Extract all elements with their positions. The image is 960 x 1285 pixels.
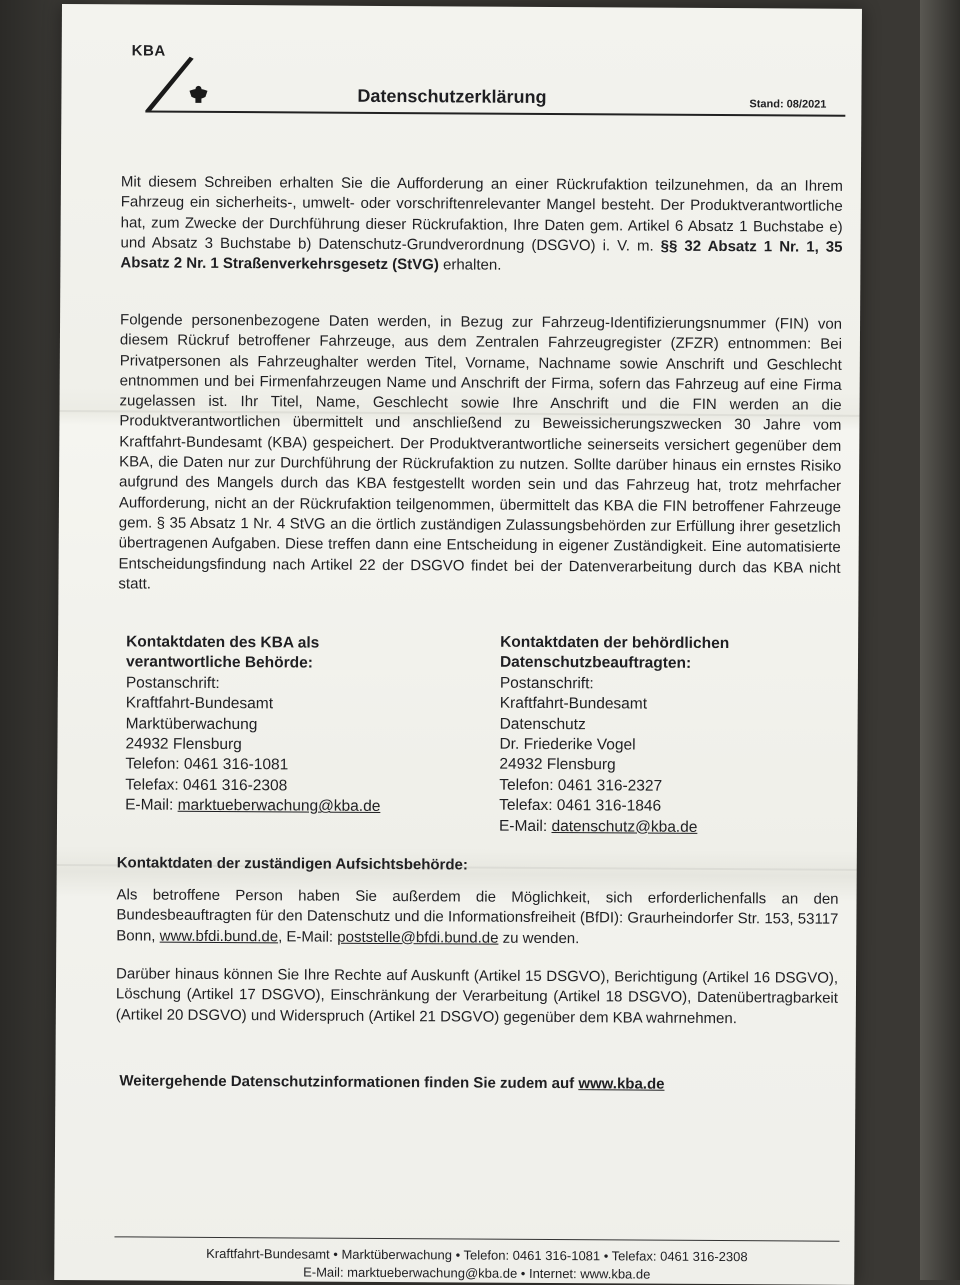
document-title: Datenschutzerklärung — [357, 85, 547, 107]
contact-email-line — [125, 796, 445, 818]
supervisory-text: Als betroffene Person haben Sie außerdem die Möglichkeit, sich erforderlichenfalls an den Bundesbeauftragten für den Datenschutz und die Informationsfreiheit (BfDI): Graurheindorfer Str. 153, 53117 Bonn, — [116, 886, 839, 945]
contact-line: Dr. Friederike Vogel — [499, 735, 636, 754]
contact-line: 24932 Flensburg — [125, 735, 242, 754]
contact-line: Kraftfahrt-Bundesamt — [499, 694, 648, 713]
contact-line: Marktüberwachung — [125, 715, 258, 733]
email-label: E-Mail: — [498, 817, 552, 835]
contact-section — [125, 632, 826, 836]
paragraph-recall-notice — [120, 172, 843, 278]
contact-dpo-heading: Kontaktdaten der behördlichen — [500, 633, 730, 653]
letter-header — [121, 38, 831, 122]
letter-page — [54, 4, 862, 1285]
document-date: Stand: 08/2021 — [749, 98, 827, 111]
federal-eagle-icon — [187, 83, 209, 105]
contact-line: Datenschutz — [499, 715, 586, 733]
legal-reference: §§ 32 Absatz 1 Nr. 1, 35 Absatz 2 Nr. 1 Straßenverkehrsgesetz (StVG) — [120, 237, 843, 274]
letter-footer — [114, 1244, 839, 1284]
more-info-text: Weitergehende Datenschutzinformationen finden Sie zudem auf — [119, 1072, 579, 1093]
contact-line: Telefon: 0461 316-2327 — [499, 776, 663, 795]
contact-line: Telefax: 0461 316-2308 — [125, 776, 288, 795]
contact-dpo-heading: Datenschutzbeauftragten: — [499, 654, 692, 673]
supervisory-heading: Kontaktdaten der zuständigen Aufsichtsbehörde: — [116, 854, 468, 874]
kba-email-link[interactable]: marktueberwachung@kba.de — [177, 796, 381, 816]
contact-line: Postanschrift: — [125, 674, 220, 692]
supervisory-text: , E-Mail: — [278, 927, 338, 946]
contact-kba-heading: verantwortliche Behörde: — [125, 653, 313, 672]
dpo-email-link[interactable]: datenschutz@kba.de — [551, 817, 698, 836]
contact-kba — [125, 632, 446, 818]
footer-line-1: Kraftfahrt-Bundesamt • Marktüberwachung • Telefon: 0461 316-1081 • Telefax: 0461 316-2308 — [206, 1245, 748, 1265]
contact-kba-heading: Kontaktdaten des KBA als — [126, 633, 320, 652]
contact-line: 24932 Flensburg — [499, 756, 616, 774]
contact-email-line — [499, 816, 819, 838]
contact-line: Telefon: 0461 316-1081 — [125, 755, 289, 774]
contact-line: Postanschrift: — [499, 674, 594, 693]
paragraph-recall-end: erhalten. — [438, 256, 502, 274]
kba-logo-text: KBA — [131, 42, 166, 60]
background-right — [920, 0, 960, 1280]
footer-divider — [114, 1236, 839, 1242]
contact-line: Kraftfahrt-Bundesamt — [125, 694, 274, 713]
contact-line: Telefax: 0461 316-1846 — [499, 796, 662, 815]
paragraph-personal-data: Folgende personenbezogene Daten werden, in Bezug zur Fahrzeug-Identifizierungsnummer (FIN) von diesem Rückruf betroffener Fahrzeuge, aus dem Zentralen Fahrzeugregister (ZFZR) entnommen: Bei Privatpersonen als Fahrzeughalter werden Titel, Vorname, Nachname sowie Anschrift und Geschlecht entnommen und bei Firmenfahrzeugen Name und Anschrift der Firma, sofern das Fahrzeug auf eine Firma zugelassen ist. Ihr Titel, Name, Geschlecht sowie Ihre Anschrift und die FIN werden an die Produktverantwortlichen übermittelt und anschließend zu Beweissicherungszwecken 30 Jahre vom Kraftfahrt-Bundesamt (KBA) gespeichert. Der Produktverantwortliche seinerseits versichert gegenüber dem KBA, die Daten nur zur Durchführung der Rückrufaktion zu nutzen. Sollte darüber hinaus ein ernstes Risiko aufgrund des Mangels durch das KBA festgestellt worden sein und das Fahrzeug hat, trotz mehrfacher Aufforderung, nicht an der Rückrufaktion teilgenommen, übermittelt das KBA die FIN betroffener Fahrzeuge gem. § 35 Absatz 1 Nr. 4 StVG an die örtlich zuständigen Zulassungsbehörden zur Erfüllung ihrer gesetzlich übertragenen Aufgaben. Diese treffen dann eine Entscheidung in eigener Zuständigkeit. Eine automatisierte Entscheidungsfindung nach Artikel 22 der DSGVO findet bei der Datenverarbeitung durch das KBA nicht statt. — [118, 311, 843, 593]
kba-web-link[interactable]: www.kba.de — [578, 1075, 665, 1093]
email-label: E-Mail: — [125, 796, 178, 814]
paragraph-supervisory — [116, 885, 838, 950]
more-info-line — [119, 1072, 664, 1092]
contact-dpo — [499, 633, 820, 839]
footer-line-2: E-Mail: marktueberwachung@kba.de • Internet: www.kba.de — [303, 1264, 651, 1282]
bfdi-web-link[interactable]: www.bfdi.bund.de — [159, 927, 279, 945]
supervisory-text: zu wenden. — [498, 929, 580, 947]
header-divider — [145, 111, 845, 117]
paragraph-rights: Darüber hinaus können Sie Ihre Rechte auf Auskunft (Artikel 15 DSGVO), Berichtigung (Artikel 16 DSGVO), Löschung (Artikel 17 DSGVO), Einschränkung der Verarbeitung (Artikel 18 DSGVO), Datenübertragbarkeit (Artikel 20 DSGVO) und Widerspruch (Artikel 21 DSGVO) gegenüber dem KBA wahrnehmen. — [115, 965, 839, 1027]
paragraph-recall-text: Mit diesem Schreiben erhalten Sie die Aufforderung an einer Rückrufaktion teilzunehmen, da an Ihrem Fahrzeug ein sicherheits-, umwelt- oder vorschriftenrelevanter Mangel besteht. Der Produktverantwortliche hat, zum Zwecke der Durchführung dieser Rückrufaktion, Ihre Daten gem. Artikel 6 Absatz 1 Buchstabe e) und Absatz 3 Buchstabe b) Datenschutz-Grundverordnung (DSGVO) i. V. m. — [120, 173, 843, 255]
bfdi-email-link[interactable]: poststelle@bfdi.bund.de — [337, 928, 499, 947]
